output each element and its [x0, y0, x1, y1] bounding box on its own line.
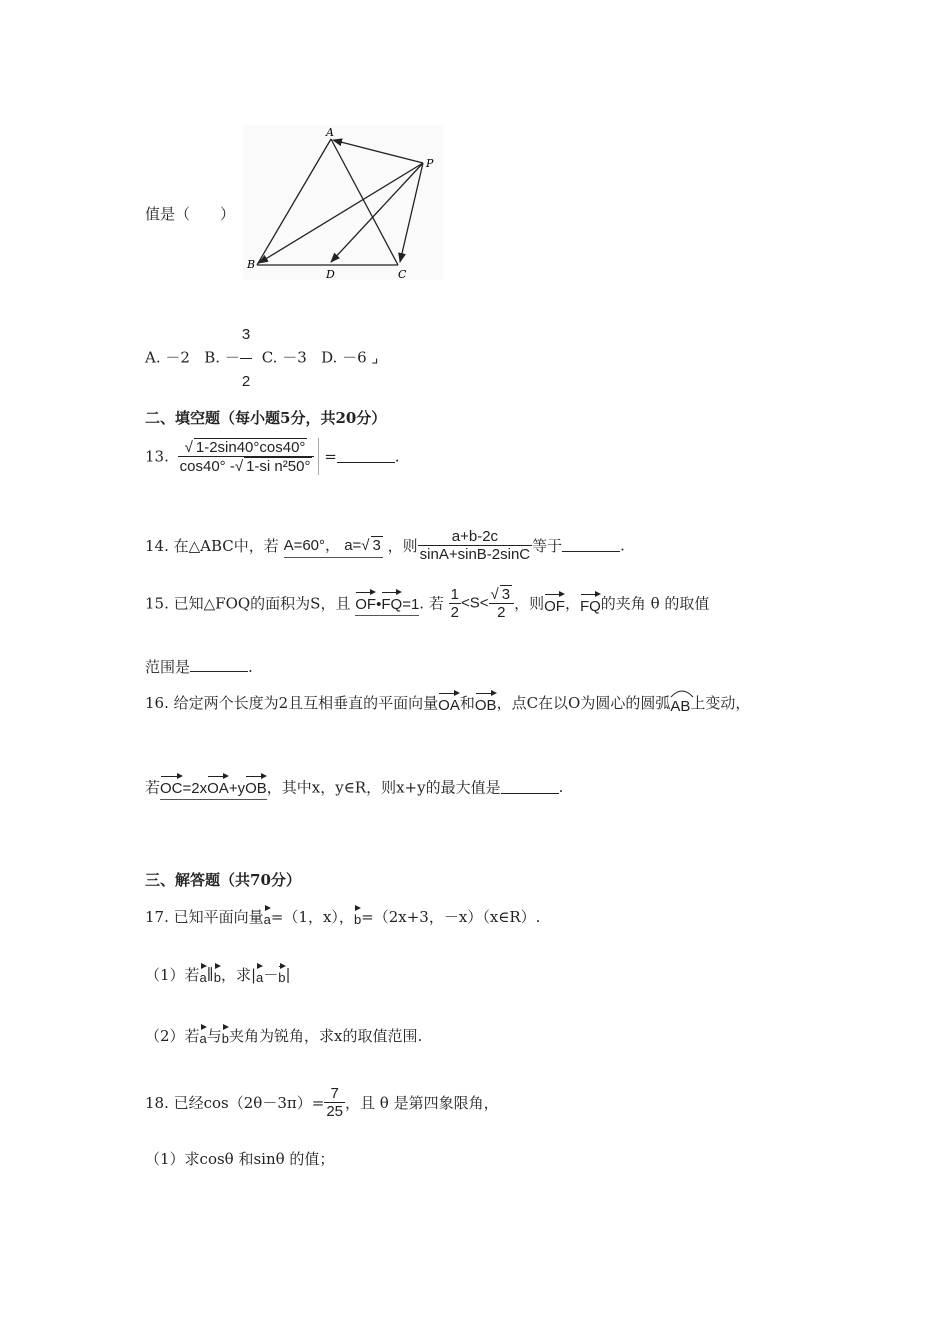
q13-number: 13.: [145, 447, 169, 466]
q14-fraction: $\frac{a+b-2c}{\sin A+\sin B-2\sin C}$: [419, 528, 531, 563]
triangle-figure: [243, 125, 443, 280]
q18-fraction: $\frac{7}{25}$: [326, 1085, 343, 1120]
q17: 17. 已知平面向量a=（1，x），b=（2x+3，－x）（x∈R）.: [145, 908, 541, 927]
q15-comma: ，: [564, 594, 580, 613]
label-b: B: [247, 258, 256, 271]
option-d: D. －6: [321, 348, 367, 367]
q13-equals: =: [324, 447, 337, 466]
q16-mid: ，点C在以O为圆心的圆弧: [496, 694, 671, 712]
q16-equation: OC=2xOA+yOB: [160, 774, 267, 800]
option-b-sign: －: [224, 348, 240, 367]
q17-vector-b: b: [354, 906, 361, 927]
q13-fraction: $\frac{√ 1-2\sin 40^\circ\cos 40^\circ}{\text{cos40° -√ 1-si n²50°}}$: [178, 438, 320, 475]
q16-vector-oa: OA: [438, 691, 460, 714]
section-2-title: 二、填空题（每小题5分，共20分）: [145, 409, 387, 427]
q15-sqrt3-half: $\frac{√ 3}{2}$: [489, 585, 515, 621]
label-c: C: [398, 268, 407, 280]
q13-answer-blank[interactable]: [337, 450, 395, 463]
q14-then: ，则: [387, 537, 418, 555]
label-d: D: [326, 268, 335, 280]
q16-tail: 上变动，: [690, 694, 751, 712]
q16: [145, 690, 750, 715]
q16-prefix: 16. 给定两个长度为2且互相垂直的平面向量: [145, 694, 439, 712]
label-a: A: [326, 126, 334, 139]
q15-line2: 范围是 .: [145, 658, 253, 676]
label-p: P: [426, 157, 434, 170]
q16-line2: 若OC=2xOA+yOB，其中x，y∈R，则x+y的最大值是 .: [145, 774, 563, 800]
q15-inequality: <S<: [460, 594, 489, 612]
q16-vector-ob: OB: [475, 691, 497, 714]
q14-prefix: 14. 在△ABC中，若: [145, 537, 279, 555]
q14-end: .: [620, 536, 625, 555]
q15-tail: 的夹角 θ 的取值: [600, 594, 710, 613]
option-a: A. －2: [145, 348, 190, 367]
corner-mark: ⌟: [371, 348, 379, 367]
q18-part1: （1）求cosθ 和sinθ 的值；: [145, 1150, 335, 1168]
q17-part1: （1）若a∥b，求|a－b|: [145, 965, 291, 985]
q14-answer-blank[interactable]: [562, 539, 620, 552]
q13: [145, 438, 400, 475]
q16-and: 和: [459, 694, 475, 712]
section-3-title: 三、解答题（共70分）: [145, 871, 301, 889]
q17-part2: （2）若a与b夹角为锐角，求x的取值范围.: [145, 1027, 423, 1046]
q12-stem-tail: 值是（ ）: [145, 205, 236, 223]
q15-mid: . 若: [419, 594, 444, 613]
q17-vector-a: a: [264, 906, 271, 927]
q13-end: .: [394, 447, 400, 466]
q12-options: [145, 312, 378, 405]
q15-prefix: 15. 已知△FOQ的面积为S，且: [145, 594, 351, 613]
option-b-label: B.: [204, 348, 221, 367]
q15: [145, 585, 709, 621]
q14: [145, 528, 625, 563]
q15-then: ，则: [514, 594, 545, 613]
q18: 18. 已经cos（2θ－3π）= $\frac{7}{25}$ ，且 θ 是第四象限角，: [145, 1085, 499, 1120]
q14-equals: 等于: [532, 537, 563, 555]
q14-condition: A=60°， a=√ 3: [284, 534, 383, 558]
q16-answer-blank[interactable]: [501, 781, 559, 794]
q15-vector-of: OF: [544, 592, 565, 615]
option-b-fraction: $\frac{3}{2}$: [240, 312, 252, 405]
q15-vector-fq: FQ: [580, 592, 601, 615]
q15-half: $\frac{1}{2}$: [450, 585, 459, 621]
q16-arc-ab: AB: [670, 690, 690, 715]
option-c: C. －3: [261, 348, 307, 367]
q15-answer-blank[interactable]: [190, 659, 248, 672]
q15-dot-product: OF•FQ=1: [355, 590, 419, 616]
